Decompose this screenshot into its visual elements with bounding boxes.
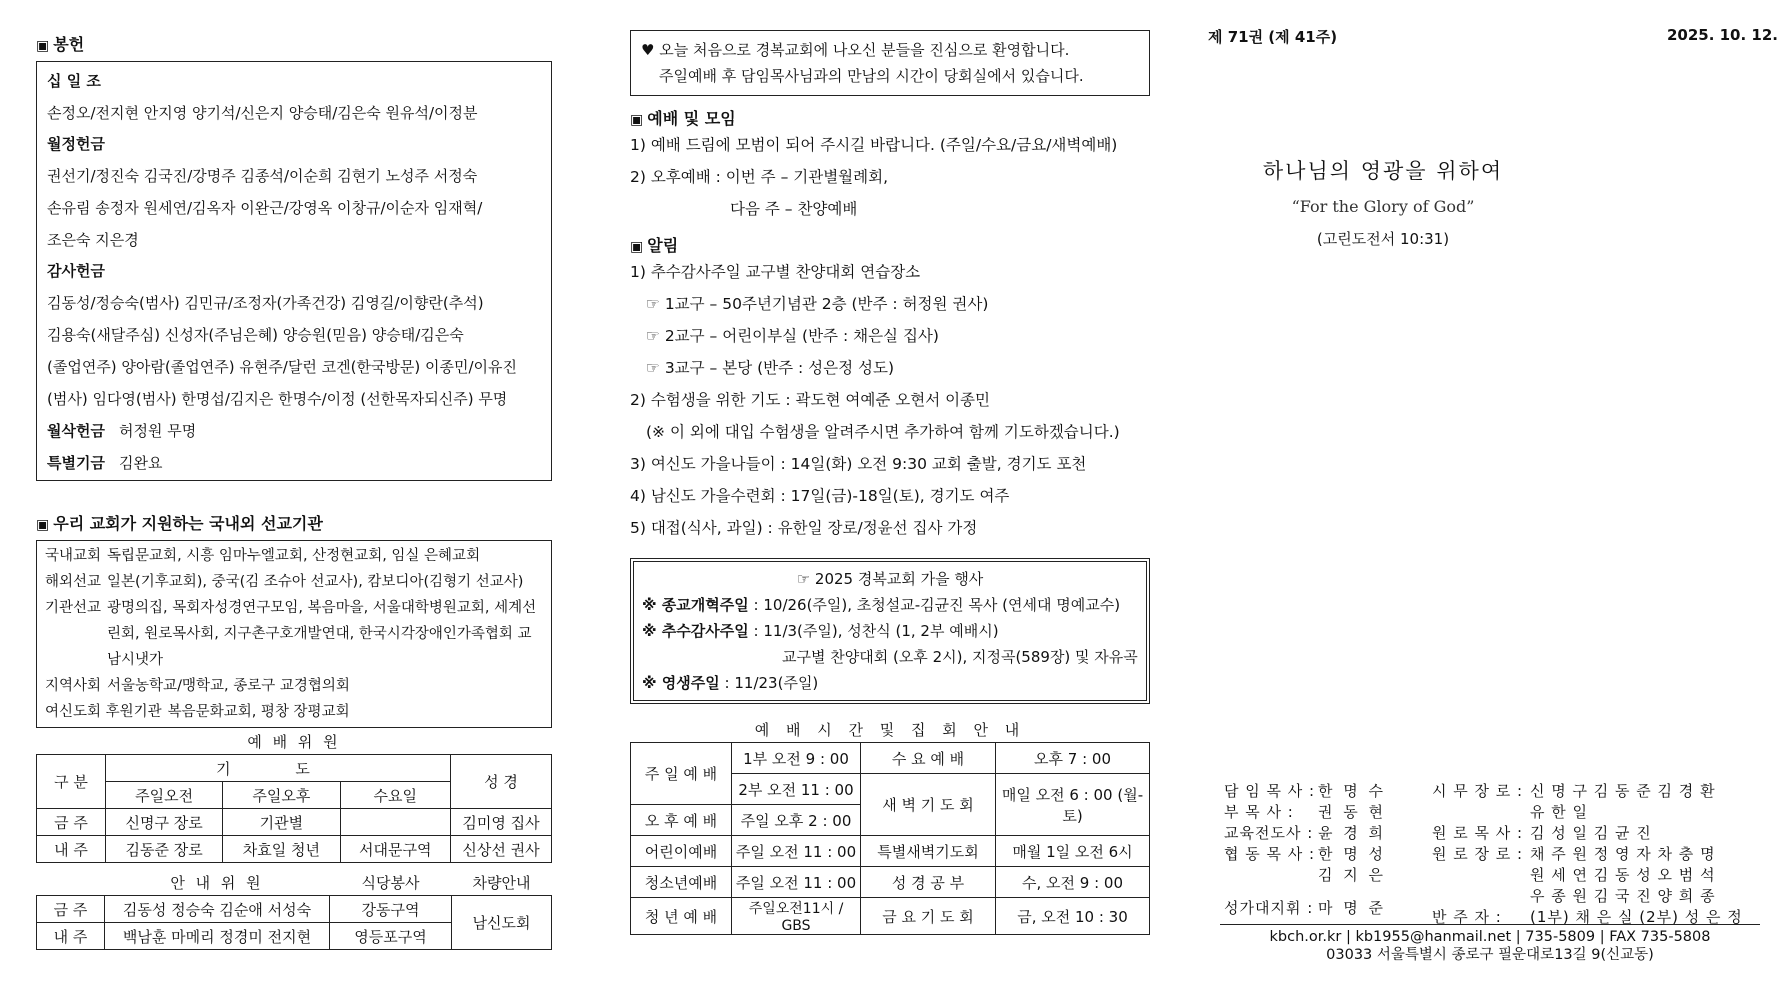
notices-section-title: ▣ 알림 [630, 236, 679, 255]
monthly-heading: 월정헌금 [47, 135, 105, 153]
special-fund-text: 김완요 [118, 454, 163, 472]
worship-committee-table: 구 분 기 도 성 경 주일오전 주일오후 수요일 금 주 신명구 장로 기관별 김미영 집사 내 주 김동준 장로 차효일 청년 서대문구역 신상선 권사 [36, 754, 552, 863]
notice-item: 1) 추수감사주일 교구별 찬양대회 연습장소 [630, 263, 921, 281]
first-fruit-heading: 월삭헌금 [47, 422, 105, 440]
first-fruit-text: 허정원 무명 [118, 422, 197, 440]
fall-events-title: ☞ 2025 경복교회 가을 행사 [796, 570, 984, 588]
staff-row: 부 목 사 : 권 동 현 [1224, 803, 1387, 821]
staff-row: 유 한 일 [1530, 803, 1589, 821]
special-fund-line [47, 447, 545, 479]
table-row: 금 주 신명구 장로 기관별 김미영 집사 [37, 809, 552, 836]
worship-item: 2) 오후예배 : 이번 주 – 기관별월례회, [630, 168, 889, 186]
mission-row: 해외선교 일본(기후교회), 중국(김 조슈아 선교사), 캄보디아(김형기 선교사) [45, 574, 524, 590]
monthly-line: 권선기/정진숙 김국진/강명주 김종석/이순희 김현기 노성주 서정숙 [47, 167, 478, 185]
offering-section-title: ▣ 봉헌 [36, 35, 85, 54]
bulletin-header [1208, 26, 1778, 47]
square-bullet-icon: ▣ [36, 517, 50, 533]
table-row: 내 주 김동준 장로 차효일 청년 서대문구역 신상선 권사 [37, 836, 552, 863]
event-line: ※ 영생주일 : 11/23(주일) [642, 674, 819, 692]
worship-section-title: ▣ 예배 및 모임 [630, 109, 736, 128]
staff-row: 교육전도사 : 윤 경 희 [1224, 824, 1387, 842]
right-column [1208, 0, 1778, 987]
missions-section-title: ▣ 우리 교회가 지원하는 국내외 선교기관 [36, 514, 323, 533]
staff-row: 시 무 장 로 : 신 명 구 김 동 준 김 경 환 [1432, 782, 1716, 800]
bulletin-date: 2025. 10. 12. [1666, 26, 1778, 44]
staff-row: 원 로 장 로 : 채 주 원 정 영 자 차 충 명 [1432, 845, 1716, 863]
thanks-heading: 감사헌금 [47, 262, 105, 280]
notice-item: 5) 대접(식사, 과일) : 유한일 장로/정윤선 집사 가정 [630, 519, 978, 537]
fall-events-frame [630, 558, 1150, 704]
worship-committee-caption: 예 배 위 원 [247, 733, 341, 751]
first-fruit-line [47, 415, 545, 447]
contact-line: kbch.or.kr | kb1955@hanmail.net | 735-5809 | FAX 735-5808 [1269, 929, 1711, 945]
offering-box [36, 61, 552, 481]
schedule-table [630, 742, 1150, 935]
middle-column [630, 0, 1150, 935]
monthly-line: 조은숙 지은경 [47, 231, 139, 249]
square-bullet-icon: ▣ [36, 38, 50, 54]
table-row: 금 주 김동성 정승숙 김순애 서성숙 강동구역 남신도회 [37, 896, 552, 923]
thanks-line: 김용숙(새달주심) 신성자(주님은혜) 양승원(믿음) 양승태/김은숙 [47, 326, 464, 344]
usher-committee-table: 안 내 위 원 식당봉사 차량안내 금 주 김동성 정승숙 김순애 서성숙 강동구역 남신도회 내 주 백남훈 마메리 정경미 전지현 영등포구역 [36, 869, 552, 950]
monthly-line: 손유림 송정자 원세연/김옥자 이완근/강영옥 이창규/이순자 임재혁/ [47, 199, 483, 217]
mission-row: 여신도회 후원기관 복음문화교회, 평창 장평교회 [45, 704, 350, 720]
address-line: 03033 서울특별시 종로구 필운대로13길 9(신교동) [1326, 947, 1654, 963]
table-row: 어린이예배 주일 오전 11 : 00 특별새벽기도회 매월 1일 오전 6시 [631, 836, 1150, 867]
staff-row: 성가대지휘 : 마 명 준 [1224, 899, 1387, 917]
notice-item: (※ 이 외에 대입 수험생을 알려주시면 추가하여 함께 기도하겠습니다.) [646, 423, 1120, 441]
worship-item: 다음 주 – 찬양예배 [730, 200, 858, 218]
event-line: ※ 추수감사주일 : 11/3(주일), 성찬식 (1, 2부 예배시) [642, 622, 999, 640]
event-line: 교구별 찬양대회 (오후 2시), 지정곡(589장) 및 자유곡 [782, 648, 1138, 666]
theme-reference: (고린도전서 10:31) [1316, 230, 1450, 248]
volume-number: 제 71권 (제 41주) [1208, 28, 1338, 46]
table-row: 내 주 백남훈 마메리 정경미 전지현 영등포구역 [37, 923, 552, 950]
notice-subitem: ☞ 3교구 – 본당 (반주 : 성은정 성도) [646, 359, 895, 377]
special-fund-heading: 특별기금 [47, 454, 105, 472]
table-row: 오 후 예 배 주일 오후 2 : 00 [631, 805, 1150, 836]
staff-row: 우 종 원 김 국 진 양 희 종 [1530, 887, 1716, 905]
mission-row: 기관선교 광명의집, 목회자성경연구모임, 복음마을, 서울대학병원교회, 세계선린회, 원로목사회, 지구촌구호개발연대, 한국시각장애인가족협회 교남시냇가 [45, 600, 537, 668]
thanks-line: 김동성/정승숙(범사) 김민규/조정자(가족건강) 김영길/이향란(추석) [47, 294, 484, 312]
staff-list [1224, 781, 1754, 928]
theme-block [1208, 155, 1558, 249]
theme-korean: 하나님의 영광을 위하여 [1262, 159, 1504, 183]
church-contact-footer [1220, 924, 1760, 964]
tithe-heading: 십 일 조 [47, 72, 101, 90]
mission-row: 국내교회 독립문교회, 시흥 임마누엘교회, 산정현교회, 임실 은혜교회 [45, 548, 481, 564]
square-bullet-icon: ▣ [630, 239, 644, 255]
welcome-line: ♥ 오늘 처음으로 경복교회에 나오신 분들을 진심으로 환영합니다. [641, 41, 1070, 59]
worship-item: 1) 예배 드림에 모범이 되어 주시길 바랍니다. (주일/수요/금요/새벽예배) [630, 136, 1118, 154]
notice-item: 3) 여신도 가을나들이 : 14일(화) 오전 9:30 교회 출발, 경기도 포천 [630, 455, 1087, 473]
staff-row: 담 임 목 사 : 한 명 수 [1224, 782, 1387, 800]
fall-events-box [633, 561, 1147, 701]
staff-row: 김 지 은 [1318, 866, 1387, 884]
staff-row: 원 세 연 김 동 성 오 범 석 [1530, 866, 1716, 884]
staff-row: 협 동 목 사 : 한 명 성 [1224, 845, 1387, 863]
event-line: ※ 종교개혁주일 : 10/26(주일), 초청설교-김균진 목사 (연세대 명예교수) [642, 596, 1121, 614]
theme-english: “For the Glory of God” [1291, 197, 1475, 216]
staff-right [1432, 781, 1754, 928]
staff-row: 원 로 목 사 : 김 성 일 김 균 진 [1432, 824, 1652, 842]
table-row: 주 일 예 배 1부 오전 9 : 00 수 요 예 배 오후 7 : 00 [631, 743, 1150, 774]
left-column [36, 0, 552, 950]
thanks-line: (범사) 임다영(범사) 한명섭/김지은 한명수/이정 (선한목자되신주) 무명 [47, 390, 508, 408]
mission-row: 지역사회 서울농학교/맹학교, 종로구 교경협의회 [45, 678, 350, 694]
notice-item: 4) 남신도 가을수련회 : 17일(금)-18일(토), 경기도 여주 [630, 487, 1010, 505]
staff-left [1224, 781, 1432, 928]
tithe-line: 손정오/전지현 안지영 양기석/신은지 양승태/김은숙 원유석/이정분 [47, 104, 478, 122]
square-bullet-icon: ▣ [630, 112, 644, 128]
missions-box [36, 540, 552, 728]
thanks-line: (졸업연주) 양아람(졸업연주) 유현주/달런 코겐(한국방문) 이종민/이유진 [47, 358, 518, 376]
notice-item: 2) 수험생을 위한 기도 : 곽도현 여예준 오현서 이종민 [630, 391, 991, 409]
staff-row: 반 주 자 : (1부) 채 은 실 (2부) 성 은 정 [1432, 908, 1743, 926]
table-row: 청소년예배 주일 오전 11 : 00 성 경 공 부 수, 오전 9 : 00 [631, 867, 1150, 898]
table-row: 2부 오전 11 : 00 새 벽 기 도 회 매일 오전 6 : 00 (월-토) [631, 774, 1150, 805]
notice-subitem: ☞ 2교구 – 어린이부실 (반주 : 채은실 집사) [646, 327, 939, 345]
notice-subitem: ☞ 1교구 – 50주년기념관 2층 (반주 : 허정원 권사) [646, 295, 989, 313]
welcome-box [630, 30, 1150, 96]
schedule-caption: 예 배 시 간 및 집 회 안 내 [754, 721, 1026, 739]
table-row: 청 년 예 배 주일오전11시 / GBS 금 요 기 도 회 금, 오전 10 : 30 [631, 898, 1150, 935]
welcome-line: 주일예배 후 담임목사님과의 만남의 시간이 당회실에서 있습니다. [659, 67, 1084, 85]
